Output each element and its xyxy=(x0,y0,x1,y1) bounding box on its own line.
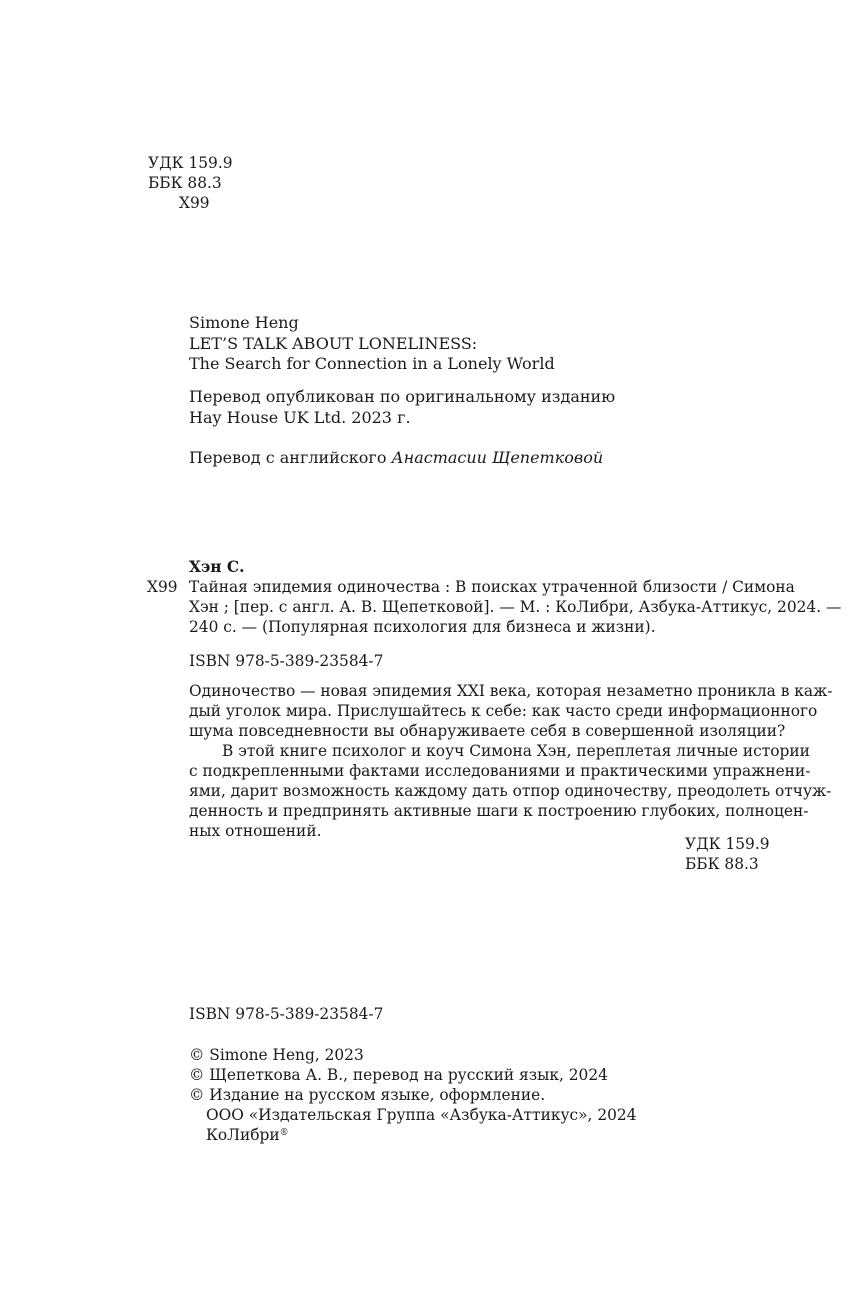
classification-bottom xyxy=(685,834,770,874)
kolibri-brand: КоЛибри xyxy=(206,1126,280,1144)
annotation-p2-line-5: ных отношений. xyxy=(189,822,322,840)
author-mark: Х99 xyxy=(179,194,210,212)
publication-line-1: Перевод опубликован по оригинальному изданию xyxy=(189,387,616,406)
catalog-line-2: Хэн ; [пер. с англ. А. В. Щепетковой]. — М. : КоЛибри, Азбука-Аттикус, 2024. — xyxy=(189,598,842,616)
isbn-bottom: ISBN 978-5-389-23584-7 xyxy=(189,1005,384,1023)
copyright-line-2: © Щепеткова А. В., перевод на русский язык, 2024 xyxy=(189,1066,608,1084)
annotation-p2-line-4: денность и предпринять активные шаги к построению глубоких, полноцен- xyxy=(189,802,809,820)
annotation-p1-line-1: Одиночество — новая эпидемия XXI века, которая незаметно проникла в каж- xyxy=(189,682,833,700)
annotation-p2-line-2: с подкрепленными фактами исследованиями и практическими упражнени- xyxy=(189,762,811,780)
catalog-description xyxy=(189,577,842,637)
classification-top xyxy=(148,153,233,213)
udk-code: УДК 159.9 xyxy=(148,154,233,172)
copyright-line-4: ООО «Издательская Группа «Азбука-Аттикус», 2024 xyxy=(206,1106,637,1124)
translator-name: Анастасии Щепетковой xyxy=(391,448,604,467)
registered-mark: ® xyxy=(279,1128,289,1138)
udk-code-bottom: УДК 159.9 xyxy=(685,835,770,853)
original-subtitle: The Search for Connection in a Lonely World xyxy=(189,354,555,373)
publication-note xyxy=(189,386,615,428)
catalog-author-heading: Хэн С. xyxy=(189,558,245,576)
original-title: LET’S TALK ABOUT LONELINESS: xyxy=(189,333,478,353)
catalog-author-mark: Х99 xyxy=(147,578,178,596)
catalog-line-1: Тайная эпидемия одиночества : В поисках утраченной близости / Симона xyxy=(189,578,795,596)
original-author: Simone Heng xyxy=(189,313,299,332)
annotation xyxy=(189,681,833,841)
translation-note xyxy=(189,447,603,468)
copyright-block xyxy=(189,1045,637,1145)
catalog-isbn: ISBN 978-5-389-23584-7 xyxy=(189,652,384,670)
annotation-p1-line-3: шума повседневности вы обнаруживаете себя в совершенной изоляции? xyxy=(189,722,786,740)
catalog-line-3: 240 с. — (Популярная психология для бизнеса и жизни). xyxy=(189,618,656,636)
translation-line xyxy=(189,447,603,468)
annotation-p1-line-2: дый уголок мира. Прислушайтесь к себе: как часто среди информационного xyxy=(189,702,818,720)
annotation-p2-line-1: В этой книге психолог и коуч Симона Хэн, переплетая личные истории xyxy=(222,742,810,760)
copyright-line-5 xyxy=(189,1125,637,1145)
copyright-line-1: © Simone Heng, 2023 xyxy=(189,1046,364,1064)
annotation-p2-line-3: ями, дарит возможность каждому дать отпор одиночеству, преодолеть отчуж- xyxy=(189,782,832,800)
bbk-code: ББК 88.3 xyxy=(148,174,222,192)
copyright-line-3: © Издание на русском языке, оформление. xyxy=(189,1086,546,1104)
translation-prefix: Перевод с английского xyxy=(189,448,392,467)
original-edition-info xyxy=(189,313,555,375)
bbk-code-bottom: ББК 88.3 xyxy=(685,855,759,873)
publication-line-2: Hay House UK Ltd. 2023 г. xyxy=(189,408,411,427)
